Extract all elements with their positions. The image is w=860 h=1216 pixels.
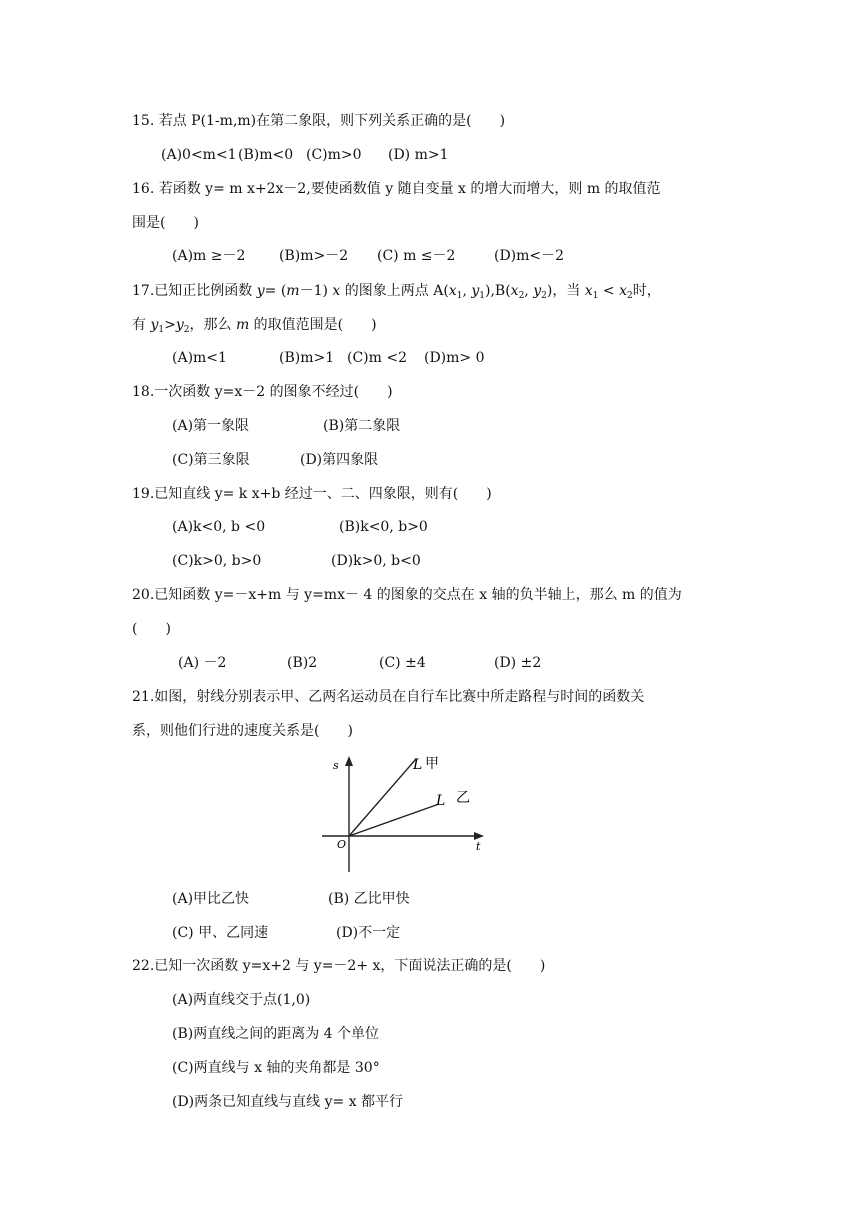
q15-option-b: (B)m<0 [238,147,294,163]
speed-graph-figure [314,752,490,874]
q17-option-b: (B)m>1 [279,350,335,366]
q22-option-d: (D)两条已知直线与直线 y= x 都平行 [172,1094,404,1110]
q17-option-d: (D)m> 0 [424,350,485,366]
q17-stem-line1: 17.已知正比例函数 y= (m－1) x 的图象上两点 $A(x_1$, $y_1),B(x_2$, $y_2$)，当 $x_1 < x_2$时， [132,283,661,301]
q20-stem-line1: 20.已知函数 y=－x+m 与 y=mx－ 4 的图象的交点在 x 轴的负半轴上，那么 m 的值为 [132,587,682,603]
q18-option-a: (A)第一象限 [172,418,250,434]
q22-stem: 22.已知一次函数 y=x+2 与 y=－2+ x，下面说法正确的是( ) [132,958,546,974]
q21-option-a: (A)甲比乙快 [172,891,250,907]
q21-option-d: (D)不一定 [336,925,401,941]
y-axis-label: s [333,759,339,772]
q15-option-d: (D) m>1 [388,147,449,163]
speed-graph [314,752,490,874]
q18-option-b: (B)第二象限 [323,418,401,434]
q16-option-b: (B)m>－2 [279,248,349,264]
q17-stem-line2: 有 $y_1>y_2$，那么 m 的取值范围是( ) [132,317,377,335]
q19-option-a: (A)k<0, b <0 [172,519,266,535]
q16-option-a: (A)m ≥－2 [172,248,246,264]
q16-stem-line1: 16. 若函数 y= m x+2x－2,要使函数值 y 随自变量 x 的增大而增大，则 m 的取值范 [132,181,661,197]
line-jia-letter: L [413,757,423,773]
q20-option-d: (D) ±2 [494,655,542,671]
origin-label: O [337,838,347,851]
q19-option-b: (B)k<0, b>0 [339,519,428,535]
q17-option-c: (C)m <2 [347,350,407,366]
q20-stem-line2: ( ) [132,621,171,637]
q22-option-b: (B)两直线之间的距离为 4 个单位 [172,1026,380,1042]
q21-stem-line1: 21.如图，射线分别表示甲、乙两名运动员在自行车比赛中所走路程与时间的函数关 [132,689,645,705]
q20-option-b: (B)2 [287,655,318,671]
q20-option-a: (A) －2 [178,655,227,671]
q17-option-a: (A)m<1 [172,350,227,366]
line-yi-label: 乙 [456,790,470,806]
q16-option-d: (D)m<－2 [494,248,565,264]
q15-option-c: (C)m>0 [306,147,362,163]
q19-option-d: (D)k>0, b<0 [331,553,421,569]
q15-option-a: (A)0<m<1 [161,147,237,163]
q21-option-b: (B) 乙比甲快 [328,891,410,907]
q16-option-c: (C) m ≤－2 [377,248,456,264]
q19-option-c: (C)k>0, b>0 [172,553,262,569]
x-axis-arrow [474,832,484,840]
q21-option-c: (C) 甲、乙同速 [172,925,269,941]
q18-option-c: (C)第三象限 [172,452,250,468]
line-jia-label: 甲 [425,756,439,772]
q21-stem-line2: 系，则他们行进的速度关系是( ) [132,723,353,739]
q18-stem: 18.一次函数 y=x－2 的图象不经过( ) [132,384,393,400]
q22-option-a: (A)两直线交于点(1,0) [172,992,311,1008]
x-axis-label: t [476,840,481,853]
q19-stem: 19.已知直线 y= k x+b 经过一、二、四象限，则有( ) [132,486,492,502]
q16-stem-line2: 围是( ) [132,215,199,231]
q15-stem: 15. 若点 P(1-m,m)在第二象限，则下列关系正确的是( ) [132,113,506,129]
q18-option-d: (D)第四象限 [300,452,379,468]
q20-option-c: (C) ±4 [379,655,426,671]
q22-option-c: (C)两直线与 x 轴的夹角都是 30° [172,1060,380,1076]
line-yi-letter: L [436,793,446,809]
y-axis-arrow [345,756,353,766]
